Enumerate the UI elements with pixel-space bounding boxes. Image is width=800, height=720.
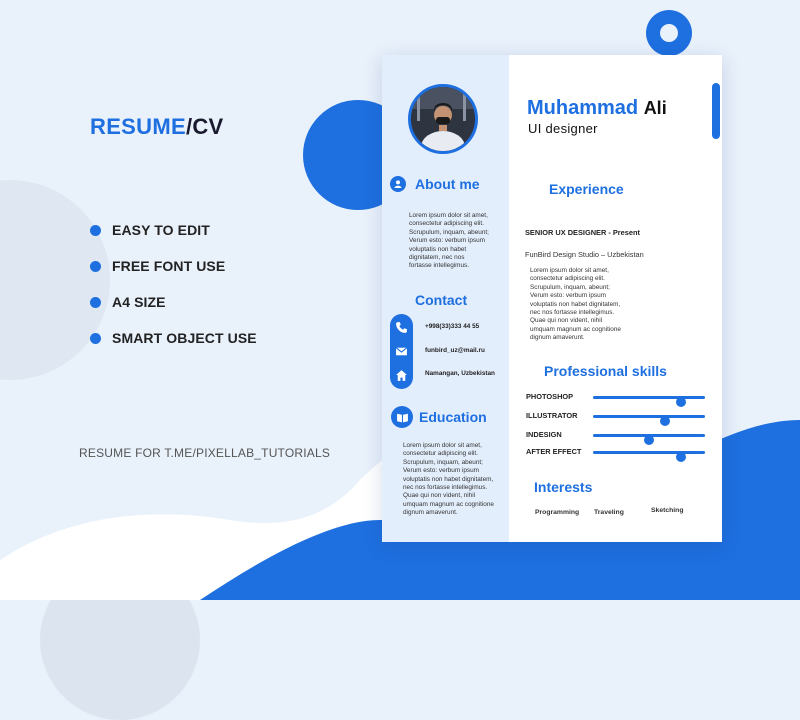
resume-card <box>382 55 722 542</box>
education-line: voluptatis non habet dignitatem, <box>403 475 494 483</box>
title-cv: /CV <box>185 114 224 139</box>
interest-item: Programming <box>535 509 580 516</box>
contact-email[interactable]: funbird_uz@mail.ru <box>425 347 485 354</box>
contact-address: Namangan, Uzbekistan <box>425 370 495 377</box>
experience-heading: Experience <box>549 181 624 197</box>
home-icon <box>395 369 408 382</box>
about-text <box>409 212 489 271</box>
interests-heading: Interests <box>534 479 593 495</box>
first-name: Muhammad <box>527 97 639 119</box>
skill-label: ILLUSTRATOR <box>526 411 578 420</box>
education-line: Scrupulum, inquam, abeunt; <box>403 458 483 466</box>
interest-item: Traveling <box>594 509 624 516</box>
experience-text <box>530 267 621 343</box>
feature-item <box>90 320 257 356</box>
job-title: SENIOR UX DESIGNER - Present <box>525 228 640 237</box>
feature-label: A4 SIZE <box>112 294 166 310</box>
about-line: fortasse intellegimus. <box>409 262 470 270</box>
experience-line: voluptatis non habet dignitatem, <box>530 300 621 308</box>
education-heading-text: Education <box>419 409 487 425</box>
education-line: Lorem ipsum dolor sit amet, <box>403 442 482 449</box>
bullet-dot-icon <box>90 261 101 272</box>
experience-line: Scrupulum, inquam, abeunt; <box>530 283 610 291</box>
feature-item <box>90 284 257 320</box>
experience-line: Quae qui non vident, nihil <box>530 317 603 325</box>
skill-knob[interactable] <box>676 452 686 462</box>
about-line: consectetur adipiscing elit. <box>409 220 484 228</box>
about-line: voluptatis non habet <box>409 245 467 253</box>
skill-label: PHOTOSHOP <box>526 392 574 401</box>
skill-track <box>593 396 705 399</box>
resume-name <box>527 97 667 120</box>
mail-icon <box>395 345 408 358</box>
experience-line: Verum esto: verbum ipsum <box>530 292 607 300</box>
experience-line: umquam magnum ac cognitione <box>530 325 621 333</box>
feature-label: SMART OBJECT USE <box>112 330 257 346</box>
education-line: Quae qui non vident, nihil <box>403 492 476 500</box>
skill-knob[interactable] <box>660 416 670 426</box>
user-icon <box>390 176 406 192</box>
education-line: Verum esto: verbum ipsum <box>403 467 480 475</box>
last-name: Ali <box>643 98 667 118</box>
contact-heading-text: Contact <box>415 292 468 308</box>
bullet-dot-icon <box>90 333 101 344</box>
title-resume: RESUME <box>90 114 186 139</box>
education-line: dignum amaverunt. <box>403 509 458 517</box>
education-text <box>403 442 494 518</box>
skill-knob[interactable] <box>676 397 686 407</box>
education-heading <box>391 406 487 428</box>
skill-track <box>593 415 705 418</box>
poster-title <box>90 114 224 140</box>
feature-item <box>90 212 257 248</box>
about-heading-text: About me <box>415 176 480 192</box>
phone-icon <box>395 321 408 334</box>
experience-line: dignum amaverunt. <box>530 334 585 342</box>
bullet-dot-icon <box>90 225 101 236</box>
interest-item: Sketching <box>651 507 684 514</box>
skill-row <box>526 445 706 459</box>
profile-photo <box>408 84 478 154</box>
book-icon <box>391 406 413 428</box>
company-name: FunBird Design Studio – Uzbekistan <box>525 250 644 259</box>
skill-row <box>526 428 706 442</box>
experience-line: nec nos fortasse intellegimus. <box>530 309 615 317</box>
skill-label: AFTER EFFECT <box>526 447 582 456</box>
resume-role: UI designer <box>528 121 598 136</box>
education-line: umquam magnum ac cognitione <box>403 500 494 508</box>
about-line: dignitatem, nec nos <box>409 254 465 262</box>
contact-heading <box>415 292 467 308</box>
skill-label: INDESIGN <box>526 430 562 439</box>
experience-line: Lorem ipsum dolor sit amet, <box>530 267 609 274</box>
about-line: Scrupulum, inquam, abeunt; <box>409 228 489 236</box>
feature-item <box>90 248 257 284</box>
about-heading <box>390 176 480 192</box>
bullet-dot-icon <box>90 297 101 308</box>
contact-icon-bar <box>390 314 413 389</box>
education-line: consectetur adipiscing elit. <box>403 450 478 458</box>
contact-phone[interactable]: +998(33)333 44 55 <box>425 323 480 330</box>
education-line: nec nos fortasse intellegimus. <box>403 484 488 492</box>
skill-row <box>526 390 706 404</box>
scrollbar[interactable] <box>712 83 720 139</box>
about-line: Lorem ipsum dolor sit amet, <box>409 212 488 219</box>
skill-row <box>526 409 706 423</box>
credit-text: RESUME FOR T.ME/PIXELLAB_TUTORIALS <box>79 446 331 460</box>
about-line: Verum esto: verbum ipsum <box>409 237 486 245</box>
skills-heading: Professional skills <box>544 363 667 379</box>
experience-line: consectetur adipiscing elit. <box>530 275 605 283</box>
feature-label: EASY TO EDIT <box>112 222 210 238</box>
feature-list <box>90 212 257 356</box>
skill-knob[interactable] <box>644 435 654 445</box>
decor-ring <box>646 10 692 56</box>
feature-label: FREE FONT USE <box>112 258 226 274</box>
skill-track <box>593 451 705 454</box>
skill-track <box>593 434 705 437</box>
